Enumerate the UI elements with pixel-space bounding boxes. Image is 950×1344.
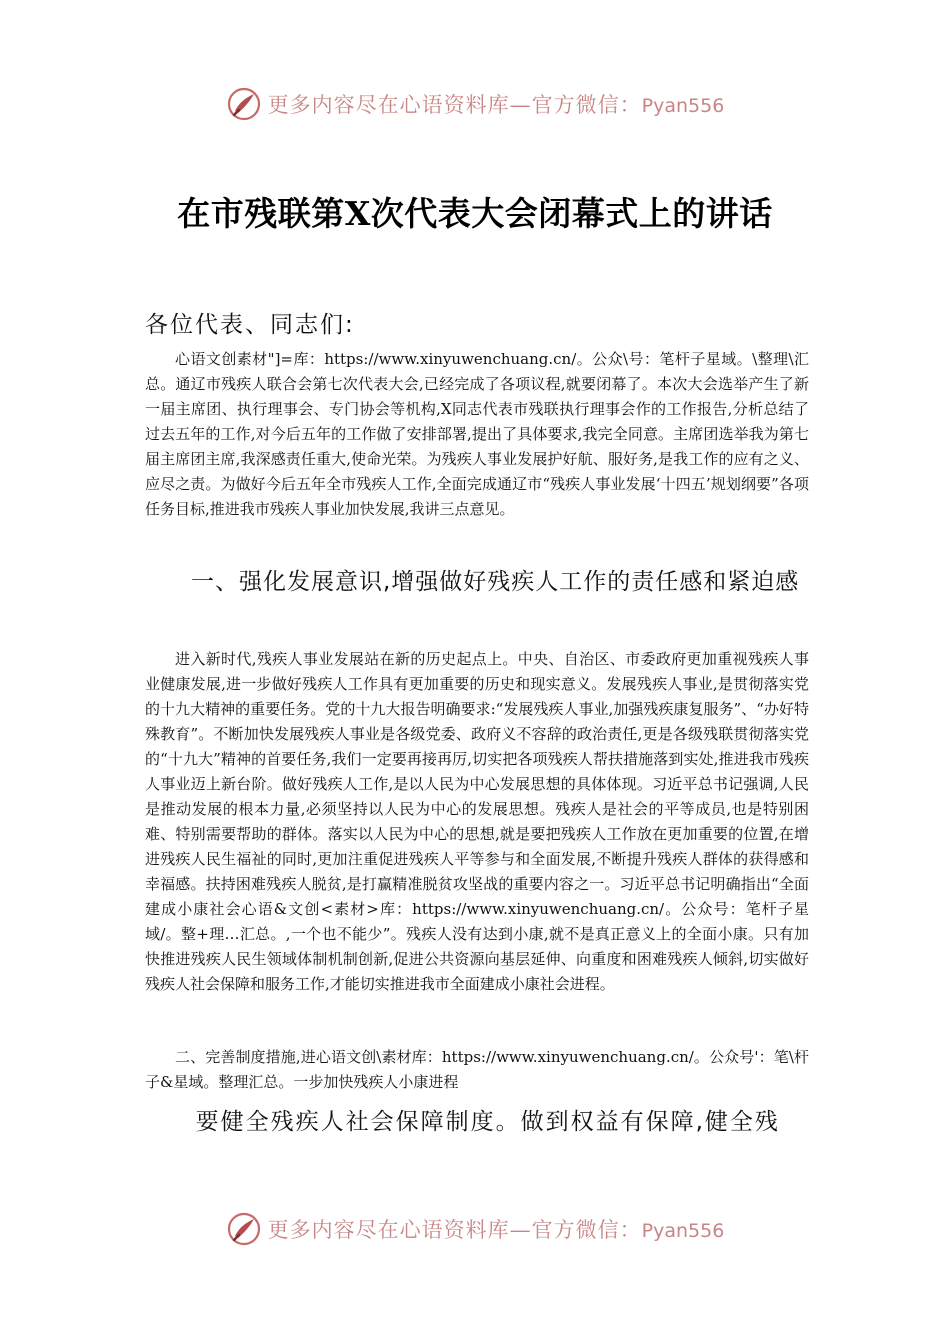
watermark-text <box>268 89 725 119</box>
paragraph-text: 二、完善制度措施,进心语文创\素材库：https://www.xinyuwenchuang.cn/。公众号'：笔\杆子&星域。整理汇总。一步加快残疾人小康进程 <box>145 1048 809 1091</box>
paragraph-text: 心语文创素材"]=库：https://www.xinyuwenchuang.cn/。公众\号：笔杆子星域。\整理\汇总。通辽市残疾人联合会第七次代表大会,已经完成了各项议程,就要闭幕了。本次大会选举产生了新一届主席团、执行理事会、专门协会等机构,X同志代表市残联执行理事会作的工作报告,分析总结了过去五年的工作,对今后五年的工作做了安排部署,提出了具体要求,我完全同意。主席团选举我为第七届主席团主席,我深感责任重大,使命光荣。为残疾人事业发展护好航、服好务,是我工作的应有之义、应尽之责。为做好今后五年全市残疾人工作,全面完成通辽市“残疾人事业发展‘十四五’规划纲要”各项任务目标,推进我市残疾人事业加快发展,我讲三点意见。 <box>145 350 809 518</box>
document-title: 在市残联第X次代表大会闭幕式上的讲话 <box>177 194 773 233</box>
paragraph-continuation: 要健全残疾人社会保障制度。做到权益有保障,健全残 <box>195 1109 780 1135</box>
header-watermark-banner <box>0 82 950 126</box>
watermark-text <box>268 1214 725 1244</box>
paragraph-text: 进入新时代,残疾人事业发展站在新的历史起点上。中央、自治区、市委政府更加重视残疾人事业健康发展,进一步做好残疾人工作具有更加重要的历史和现实意义。发展残疾人事业,是贯彻落实党的十九大精神的重要任务。党的十九大报告明确要求:“发展残疾人事业,加强残疾康复服务”、“办好特殊教育”。不断加快发展残疾人事业是各级党委、政府义不容辞的政治责任,更是各级残联贯彻落实党的“十九大”精神的首要任务,我们一定要再接再厉,切实把各项残疾人帮扶措施落到实处,推进我市残疾人事业迈上新台阶。做好残疾人工作,是以人民为中心发展思想的具体体现。习近平总书记强调,人民是推动发展的根本力量,必须坚持以人民为中心的发展思想。残疾人是社会的平等成员,也是特别困难、特别需要帮助的群体。落实以人民为中心的思想,就是要把残疾人工作放在更加重要的位置,在增进残疾人民生福祉的同时,更加注重促进残疾人平等参与和全面发展,不断提升残疾人群体的获得感和幸福感。扶持困难残疾人脱贫,是打赢精准脱贫攻坚战的重要内容之一。习近平总书记明确指出“全面建成小康社会心语&文创<素材>库：https://www.xinyuwenchuang.cn/。公众号：笔杆子星域/。整+理…汇总。,一个也不能少”。残疾人没有达到小康,就不是真正意义上的全面小康。只有加快推进残疾人民生领域体制机制创新,促进公共资源向基层延伸、向重度和困难残疾人倾斜,切实做好残疾人社会保障和服务工作,才能切实推进我市全面建成小康社会进程。 <box>145 650 809 993</box>
paragraph-section-1 <box>145 647 809 997</box>
watermark-wechat-id: Pyan556 <box>641 95 725 117</box>
salutation: 各位代表、同志们: <box>145 312 355 338</box>
footer-watermark-banner <box>0 1207 950 1251</box>
paragraph-section-2 <box>145 1045 809 1095</box>
paragraph-intro <box>145 347 809 522</box>
brush-logo-icon <box>226 86 262 122</box>
watermark-wechat-id: Pyan556 <box>641 1220 725 1242</box>
brush-logo-icon <box>226 1211 262 1247</box>
watermark-label: 更多内容尽在心语资料库—官方微信： <box>267 93 642 117</box>
watermark-label: 更多内容尽在心语资料库—官方微信： <box>267 1218 642 1242</box>
section-heading-1: 一、强化发展意识,增强做好残疾人工作的责任感和紧迫感 <box>191 569 800 595</box>
